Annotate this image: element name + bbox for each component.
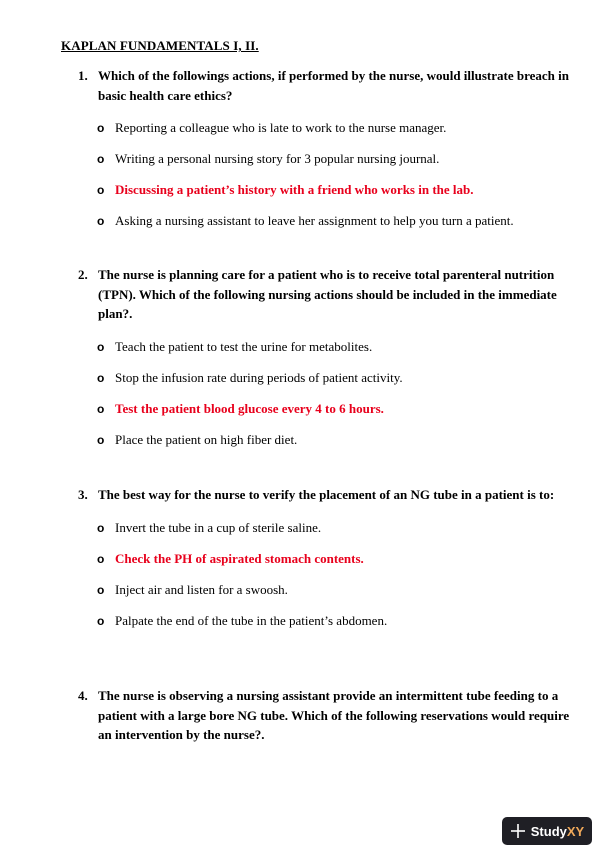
question-stem (78, 485, 584, 505)
option-text: Reporting a colleague who is late to work to the nurse manager. (115, 120, 447, 135)
option-item (97, 582, 584, 598)
option-text: Palpate the end of the tube in the patient’s abdomen. (115, 612, 388, 628)
option-item (97, 613, 584, 629)
bullet-icon: o (97, 214, 105, 228)
question-text: Which of the followings actions, if performed by the nurse, would illustrate breach in basic health care ethics? (98, 68, 570, 103)
question-text: The nurse is planning care for a patient who is to receive total parenteral nutrition (TPN). Which of the following nursing actions should be included in the immediate plan?. (98, 267, 557, 321)
correct-option-item (97, 182, 584, 198)
brand-name: Study (530, 823, 567, 839)
option-text: Invert the tube in a cup of sterile saline. (115, 519, 322, 535)
bullet-icon: o (97, 520, 105, 535)
bullet-icon: o (97, 613, 105, 628)
correct-option-item (97, 401, 584, 417)
option-item (97, 432, 584, 448)
question-2 (78, 265, 584, 448)
option-text: Stop the infusion rate during periods of patient activity. (115, 369, 403, 385)
bullet-icon: o (97, 551, 105, 566)
question-number: 3. (78, 487, 88, 502)
option-item (97, 213, 584, 229)
bullet-icon: o (97, 370, 105, 385)
question-1 (78, 66, 584, 229)
option-list (78, 520, 584, 629)
option-text: Asking a nursing assistant to leave her assignment to help you turn a patient. (115, 213, 514, 228)
correct-option-text: Discussing a patient’s history with a friend who works in the lab. (115, 182, 474, 197)
question-number: 2. (78, 267, 88, 282)
option-list (78, 339, 584, 448)
plus-icon (510, 823, 526, 839)
brand-accent: XY (566, 823, 585, 839)
option-item (97, 370, 584, 386)
question-number: 1. (78, 68, 88, 83)
question-stem (78, 686, 584, 745)
bullet-icon: o (97, 401, 105, 416)
correct-option-item (97, 551, 584, 567)
option-text: Writing a personal nursing story for 3 popular nursing journal. (115, 151, 440, 166)
option-item (97, 520, 584, 536)
option-item (97, 120, 584, 136)
bullet-icon: o (97, 339, 105, 354)
question-text: The nurse is observing a nursing assistant provide an intermittent tube feeding to a patient with a large bore NG tube. Which of the following reservations would require an intervention by the nurse?. (98, 688, 570, 742)
bullet-icon: o (97, 183, 105, 197)
option-item (97, 339, 584, 355)
question-stem (78, 66, 584, 105)
bullet-icon: o (97, 432, 105, 447)
bullet-icon: o (97, 582, 105, 597)
question-number: 4. (78, 688, 88, 703)
question-stem (78, 265, 584, 324)
bullet-icon: o (97, 152, 105, 166)
bullet-icon: o (97, 121, 105, 135)
document-title: KAPLAN FUNDAMENTALS I, II. (61, 38, 259, 53)
option-text: Inject air and listen for a swoosh. (115, 581, 288, 597)
option-text: Place the patient on high fiber diet. (115, 431, 298, 447)
correct-option-text: Test the patient blood glucose every 4 to 6 hours. (115, 400, 384, 416)
studyxy-badge[interactable] (502, 817, 592, 845)
option-item (97, 151, 584, 167)
correct-option-text: Check the PH of aspirated stomach contents. (115, 550, 364, 566)
question-3 (78, 485, 584, 629)
question-text: The best way for the nurse to verify the placement of an NG tube in a patient is to: (98, 487, 555, 502)
option-list (78, 120, 584, 229)
question-4 (78, 686, 584, 745)
option-text: Teach the patient to test the urine for metabolites. (115, 338, 373, 354)
